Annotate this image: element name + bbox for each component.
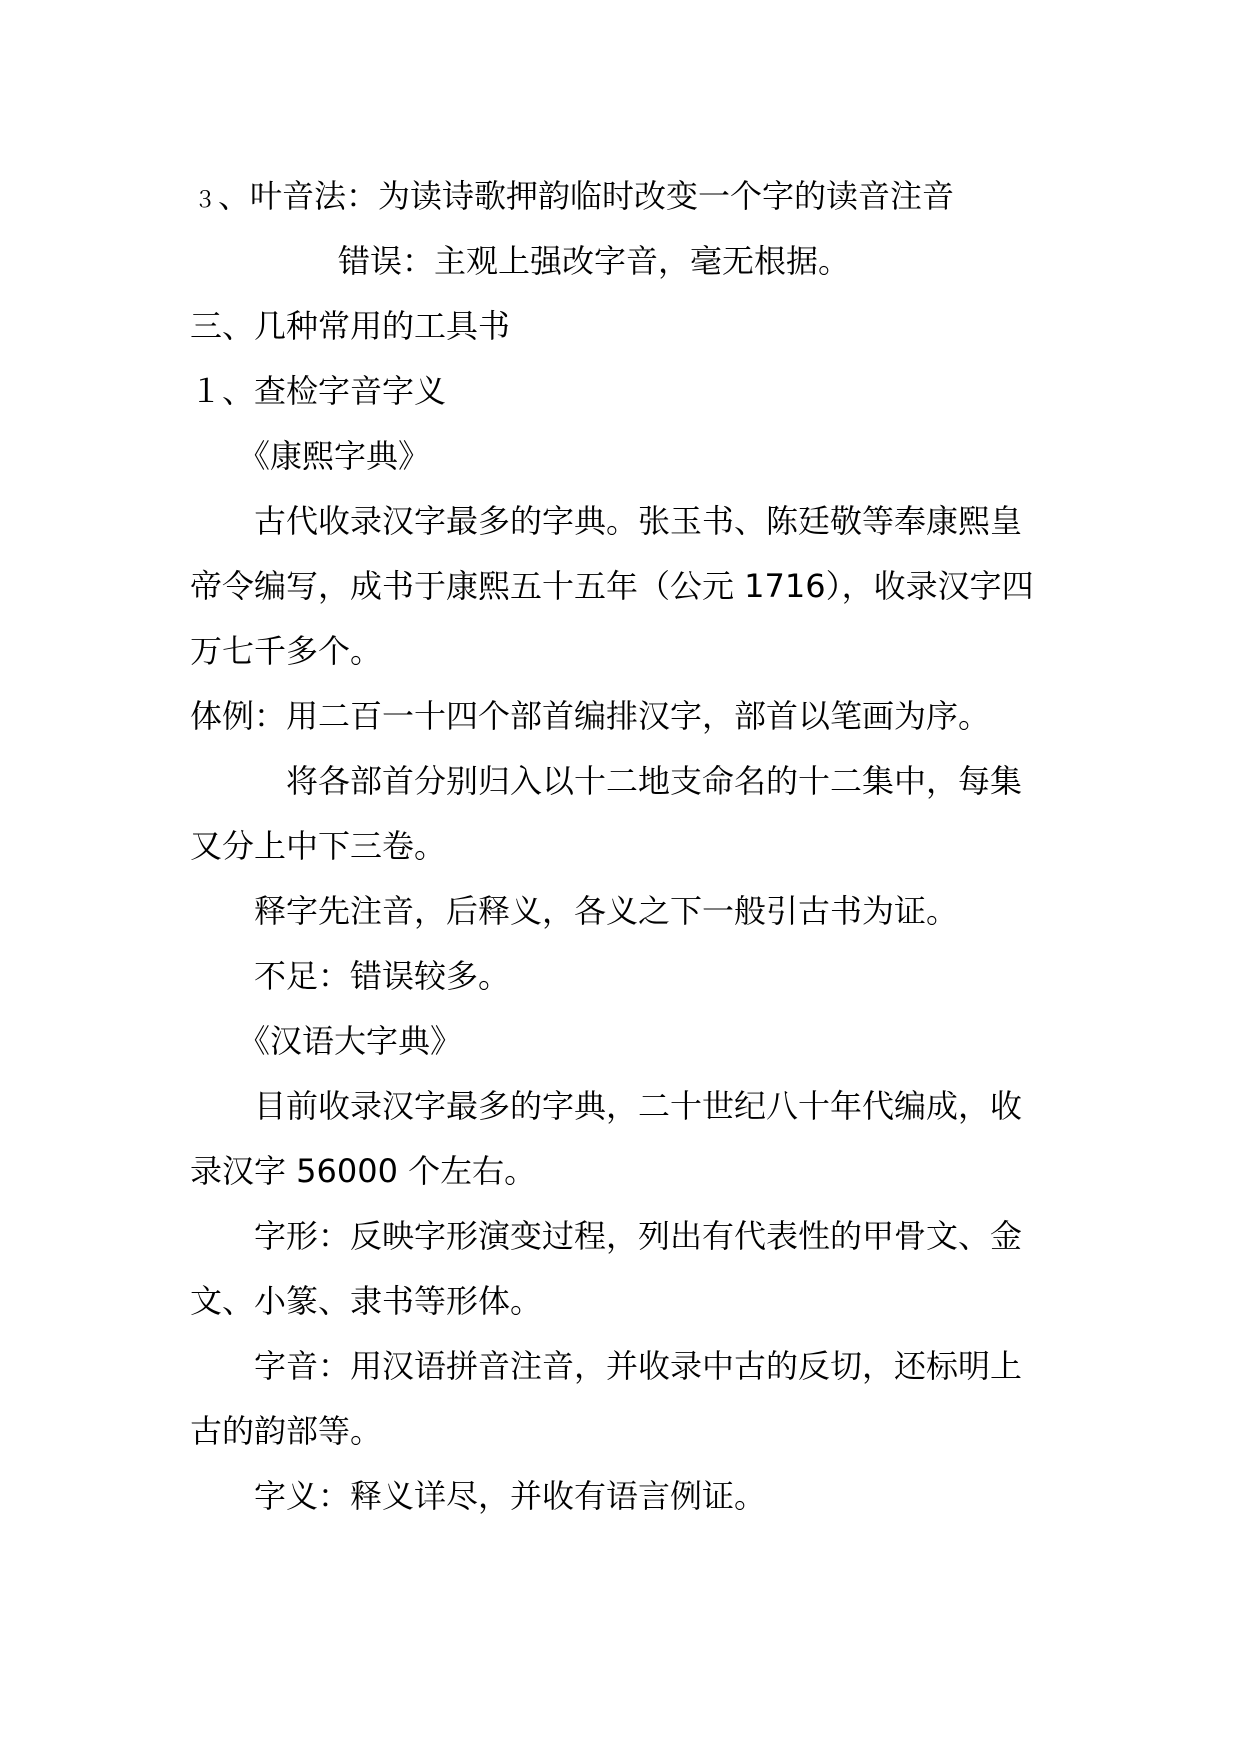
text-line: 将各部首分别归入以十二地支命名的十二集中，每集 bbox=[286, 762, 1023, 800]
text-line: 错误：主观上强改字音，毫无根据。 bbox=[338, 242, 851, 280]
text-line: 字音：用汉语拼音注音，并收录中古的反切，还标明上 bbox=[254, 1347, 1023, 1385]
text-line: 古代收录汉字最多的字典。张玉书、陈廷敬等奉康熙皇 bbox=[254, 502, 1023, 540]
text-line: 体例：用二百一十四个部首编排汉字，部首以笔画为序。 bbox=[190, 697, 991, 735]
subsection-heading: １、查检字音字义 bbox=[190, 372, 447, 410]
text-line: 字义：释义详尽，并收有语言例证。 bbox=[254, 1477, 767, 1515]
text-line: 目前收录汉字最多的字典，二十世纪八十年代编成，收 bbox=[254, 1087, 1023, 1125]
book-title: 《汉语大字典》 bbox=[238, 1022, 463, 1060]
text-line: 古的韵部等。 bbox=[190, 1412, 383, 1450]
text-line: 释字先注音，后释义，各义之下一般引古书为证。 bbox=[254, 892, 959, 930]
document-body bbox=[190, 164, 1060, 1529]
text-line bbox=[190, 164, 1060, 229]
book-title: 《康熙字典》 bbox=[238, 437, 431, 475]
text-line: 又分上中下三卷。 bbox=[190, 827, 447, 865]
text-line: 不足：错误较多。 bbox=[254, 957, 511, 995]
section-heading: 三、几种常用的工具书 bbox=[190, 307, 511, 345]
line-text: 、叶音法：为读诗歌押韵临时改变一个字的读音注音 bbox=[218, 177, 955, 215]
text-line: 帝令编写，成书于康熙五十五年（公元 1716），收录汉字四 bbox=[190, 567, 1034, 605]
item-number: ３ bbox=[194, 188, 219, 213]
text-line: 万七千多个。 bbox=[190, 632, 383, 670]
text-line: 字形：反映字形演变过程，列出有代表性的甲骨文、金 bbox=[254, 1217, 1023, 1255]
text-line: 文、小篆、隶书等形体。 bbox=[190, 1282, 543, 1320]
text-line: 录汉字 56000 个左右。 bbox=[190, 1152, 537, 1190]
